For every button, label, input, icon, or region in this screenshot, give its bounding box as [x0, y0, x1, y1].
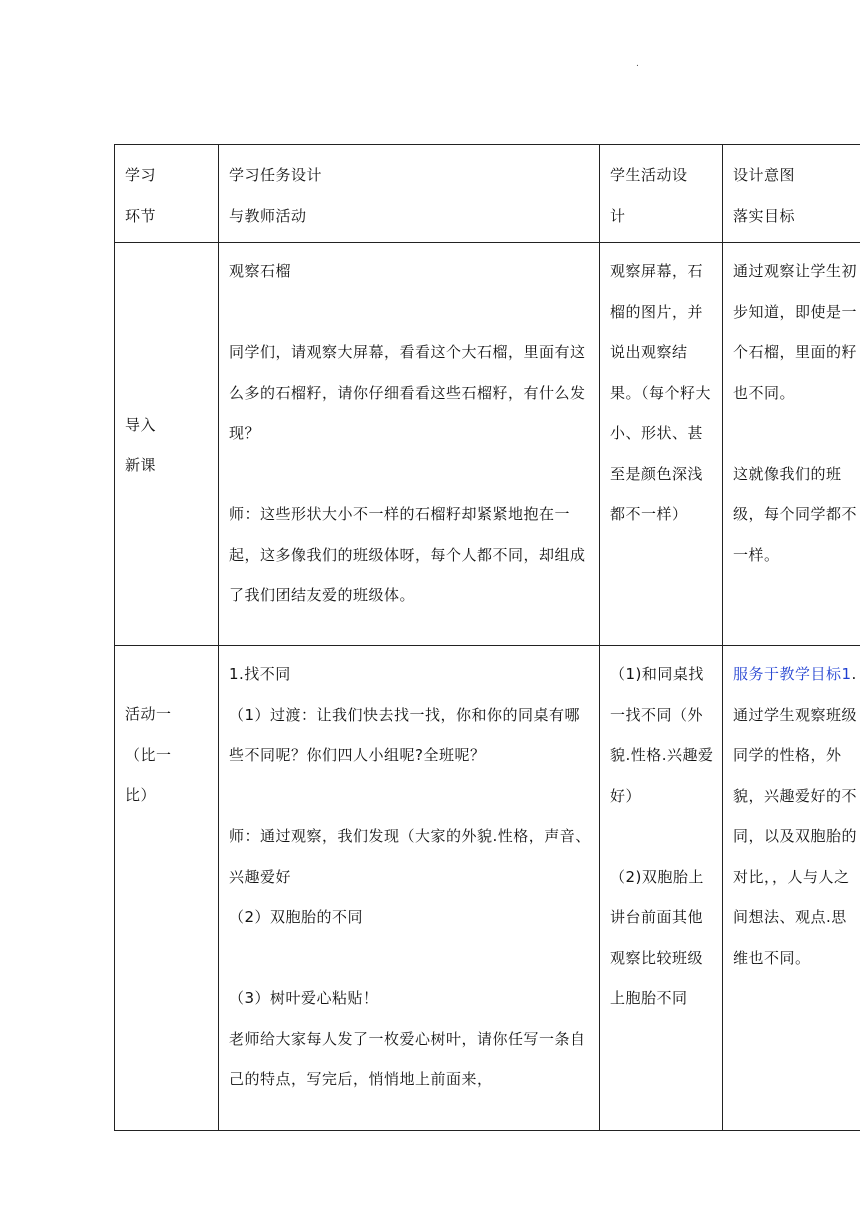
intent-goal-highlight: 服务于教学目标1 [733, 665, 852, 683]
teacher-item: （1）过渡：让我们快去找一找，你和你的同桌有哪些不同呢？你们四人小组呢?全班呢？ [229, 705, 581, 764]
stage-line2: 新课 [125, 456, 157, 474]
stage-line1: 导入 [125, 415, 157, 434]
table-header-row [115, 145, 860, 243]
header-student-line1: 学生活动设 [610, 166, 688, 184]
stage-line1: 活动一 [125, 705, 172, 723]
stage-line2: （比一 [125, 745, 172, 764]
stage-line3: 比） [125, 786, 157, 804]
student-paragraph: （2)双胞胎上讲台前面其他观察比较班级上胞胎不同 [610, 867, 704, 1007]
header-teacher [219, 145, 600, 243]
header-stage-line2: 环节 [125, 206, 157, 225]
student-paragraph: （1)和同桌找一找不同（外貌.性格.兴趣爱好） [610, 665, 714, 805]
header-stage [115, 145, 219, 243]
stage-cell [115, 646, 219, 1131]
intent-goal-text: .通过学生观察班级同学的性格，外貌，兴趣爱好的不同，以及双胞胎的对比，，人与人之间想法、观点.思维也不同。 [733, 665, 858, 967]
student-activity-cell [600, 243, 723, 646]
teacher-item: 师：通过观察，我们发现（大家的外貌.性格，声音、兴趣爱好 [229, 827, 591, 886]
lesson-plan-table [114, 144, 860, 1131]
design-intent-cell [723, 243, 860, 646]
teacher-title: 观察石榴 [229, 262, 292, 280]
header-intent [723, 145, 860, 243]
intent-paragraph [733, 654, 859, 978]
header-student [600, 145, 723, 243]
header-intent-line2: 落实目标 [733, 206, 796, 225]
table-row [115, 646, 860, 1131]
page-mark: . [636, 59, 639, 69]
design-intent-cell [723, 646, 860, 1131]
student-activity-cell [600, 646, 723, 1131]
teacher-item: （2）双胞胎的不同 [229, 908, 364, 926]
intent-paragraph: 通过观察让学生初步知道，即使是一个石榴，里面的籽也不同。 [733, 262, 858, 402]
teacher-item: （3）树叶爱心粘贴！ [229, 989, 379, 1007]
teacher-paragraph: 师：这些形状大小不一样的石榴籽却紧紧地抱在一起，这多像我们的班级体呀，每个人都不同，却组成了我们团结友爱的班级体。 [229, 505, 586, 604]
header-teacher-line1: 学习任务设计 [229, 166, 323, 184]
header-student-line2: 计 [610, 206, 626, 225]
table-row [115, 243, 860, 646]
header-intent-line1: 设计意图 [733, 166, 796, 184]
header-teacher-line2: 与教师活动 [229, 206, 307, 225]
intent-paragraph: 这就像我们的班级，每个同学都不一样。 [733, 464, 858, 564]
teacher-item: 1.找不同 [229, 665, 291, 683]
stage-cell [115, 243, 219, 646]
teacher-item: 老师给大家每人发了一枚爱心树叶，请你任写一条自己的特点，写完后，悄悄地上前面来， [229, 1029, 586, 1088]
teacher-activity-cell [219, 243, 600, 646]
student-paragraph: 观察屏幕，石榴的图片，并说出观察结果。（每个籽大小、形状、甚至是颜色深浅都不一样） [610, 262, 712, 523]
teacher-activity-cell [219, 646, 600, 1131]
header-stage-line1: 学习 [125, 166, 157, 184]
teacher-paragraph: 同学们，请观察大屏幕，看看这个大石榴，里面有这么多的石榴籽，请你仔细看看这些石榴籽，有什么发现？ [229, 343, 586, 442]
